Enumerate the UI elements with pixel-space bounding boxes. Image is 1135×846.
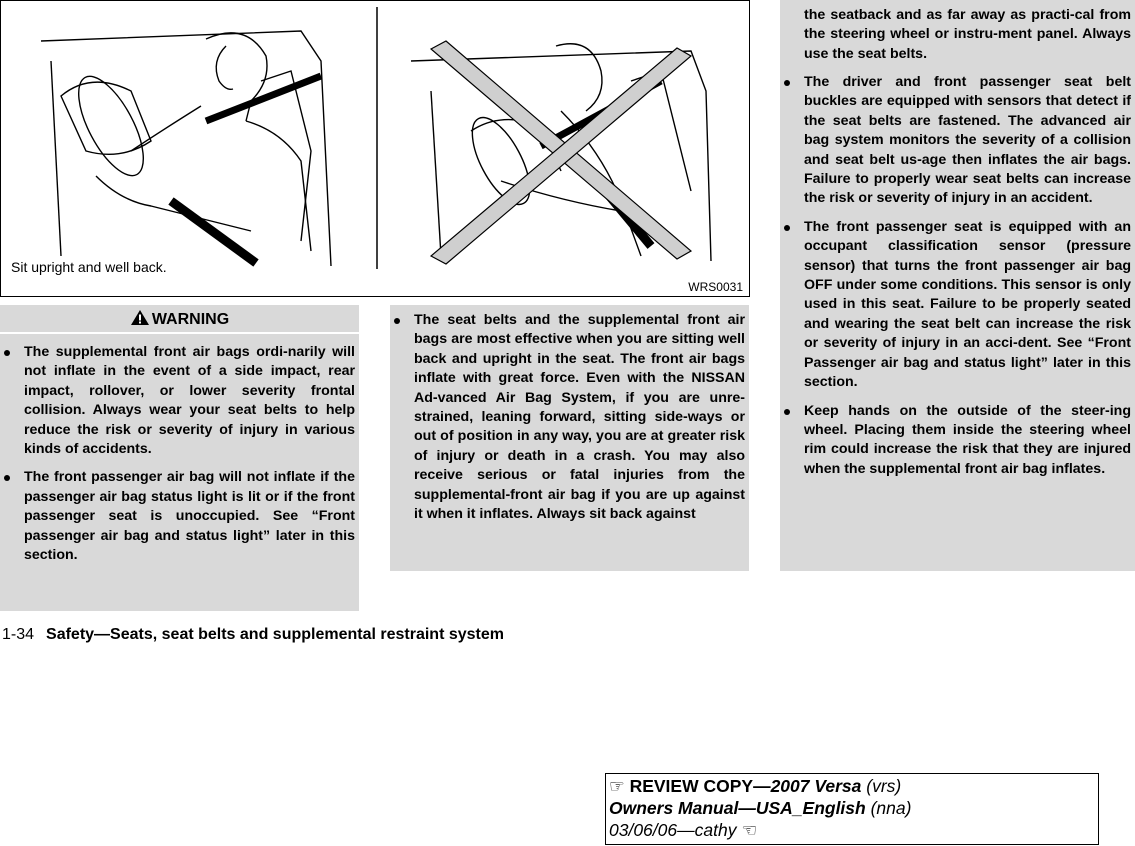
seating-illustration <box>0 0 750 297</box>
review-copy-stamp <box>605 773 1099 845</box>
pointing-hand-left-icon: ☜ <box>741 820 758 840</box>
section-title: Safety—Seats, seat belts and supplemental restraint system <box>46 626 504 643</box>
correct-posture-drawing <box>41 31 331 266</box>
review-label: REVIEW COPY— <box>629 776 771 796</box>
warning-triangle-icon <box>130 307 150 336</box>
warning-item: The driver and front passenger seat belt buckles are equipped with sensors that detect if the seat belts are fastened. The advanced air bag system monitors the severity of a collision and seat belt us-age then inflates the air bags. Failure to properly wear seat belts can increase the risk or severity of injury in an accident. <box>780 73 1131 209</box>
figure-code: WRS0031 <box>688 280 743 294</box>
warning-item: The supplemental front air bags ordi-narily will not inflate in the event of a side impact, rear impact, rollover, or lower severity frontal collision. Always wear your seat belts to help reduce the risk or severity of injury in various kinds of accidents. <box>0 343 355 459</box>
manual-code: (nna) <box>870 798 912 818</box>
seating-diagrams <box>1 1 751 298</box>
warning-box <box>0 305 359 611</box>
warning-item: The seat belts and the supplemental front air bags are most effective when you are sitting well back and upright in the seat. The front air bags inflate with great force. Even with the NISSAN Ad-vanced Air Bag System, if you are unre-strained, leaning forward, sitting side-ways or out of position in any way, you are at greater risk of injury or death in a crash. You may also receive serious or fatal injuries from the supplemental-front air bag if you are up against it when it inflates. Always sit back against <box>390 311 745 524</box>
lap-belt <box>171 201 256 263</box>
continued-text: the seatback and as far away as practi-cal from the steering wheel or instru-ment panel. Always use the seat belts. <box>804 7 1131 62</box>
warning-header <box>0 305 359 334</box>
review-code: (vrs) <box>866 776 902 796</box>
page-footer <box>2 626 504 644</box>
warning-item: The front passenger air bag will not inflate if the passenger air bag status light is lit or if the front passenger seat is unoccupied. See “Front passenger air bag and status light” later in this section. <box>0 468 355 565</box>
review-model: 2007 Versa <box>770 776 862 796</box>
manual-label: Owners Manual—USA_English <box>609 798 866 818</box>
warning-item: Keep hands on the outside of the steer-ing wheel. Placing them inside the steering wheel rim could increase the risk that they are injured when the supplemental front air bag inflates. <box>780 402 1131 480</box>
warning-list <box>0 343 355 574</box>
review-date: 03/06/06—cathy <box>609 820 737 840</box>
warning-list-2 <box>390 311 745 533</box>
cross-out-mark <box>431 41 691 264</box>
warning-title: WARNING <box>151 311 230 328</box>
page-number: 1-34 <box>2 626 35 643</box>
figure-caption: Sit upright and well back. <box>11 259 167 275</box>
warning-item: The front passenger seat is equipped with an occupant classification sensor (pressure sensor) that turns the front passenger air bag OFF under some conditions. This sensor is only used in this seat. Failure to be properly seated and wearing the seat belt can increase the risk or severity of injury in an acci-dent. See “Front Passenger air bag and status light” later in this section. <box>780 218 1131 393</box>
warning-column-2 <box>390 305 749 571</box>
warning-list-3 <box>780 73 1131 488</box>
pointing-hand-right-icon: ☞ <box>609 776 625 796</box>
